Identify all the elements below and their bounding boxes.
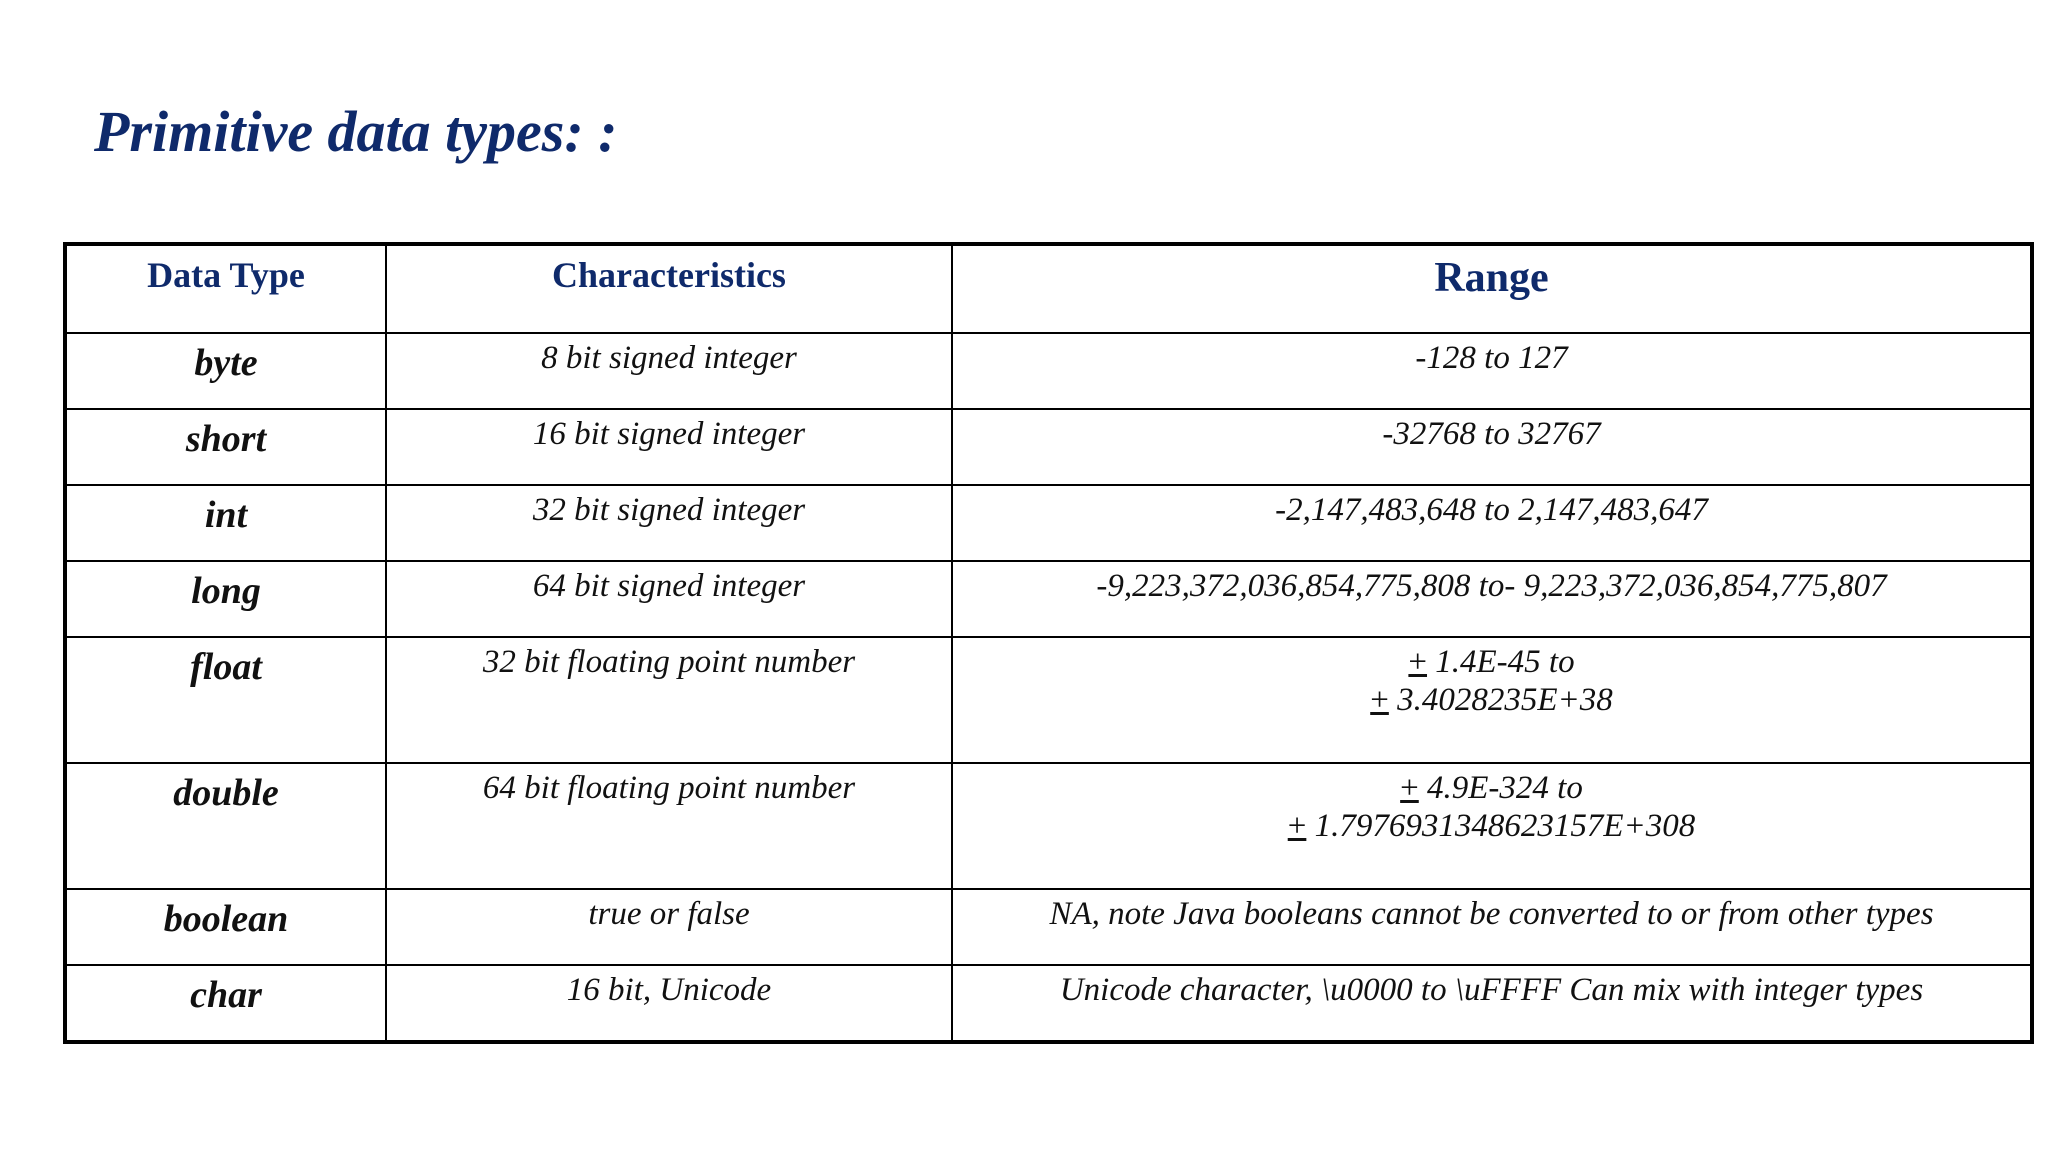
header-characteristics: Characteristics <box>386 244 952 333</box>
type-range: -128 to 127 <box>952 333 2032 409</box>
type-range <box>952 763 2032 889</box>
table-row-byte <box>65 333 2032 409</box>
type-name: boolean <box>65 889 386 965</box>
table-row-short <box>65 409 2032 485</box>
type-range: Unicode character, \u0000 to \uFFFF Can mix with integer types <box>952 965 2032 1042</box>
plus-minus-sign: + <box>1370 681 1389 718</box>
type-name: byte <box>65 333 386 409</box>
table-row-double <box>65 763 2032 889</box>
range-line-1: 4.9E-324 to <box>1427 770 1583 806</box>
type-characteristics: 64 bit floating point number <box>386 763 952 889</box>
type-characteristics: 64 bit signed integer <box>386 561 952 637</box>
table-row-int <box>65 485 2032 561</box>
table-row-long <box>65 561 2032 637</box>
type-range: -2,147,483,648 to 2,147,483,647 <box>952 485 2032 561</box>
type-range: NA, note Java booleans cannot be converted to or from other types <box>952 889 2032 965</box>
plus-minus-sign: + <box>1400 770 1419 806</box>
plus-minus-sign: + <box>1408 644 1428 680</box>
type-characteristics: 16 bit, Unicode <box>386 965 952 1042</box>
header-data-type: Data Type <box>65 244 386 333</box>
type-range: -32768 to 32767 <box>952 409 2032 485</box>
type-characteristics: 32 bit signed integer <box>386 485 952 561</box>
type-name: short <box>65 409 386 485</box>
header-range: Range <box>952 244 2032 333</box>
page-title: Primitive data types: : <box>94 99 618 164</box>
type-name: int <box>65 485 386 561</box>
table-row-char <box>65 965 2032 1042</box>
type-characteristics: 16 bit signed integer <box>386 409 952 485</box>
type-name: long <box>65 561 386 637</box>
type-characteristics: true or false <box>386 889 952 965</box>
table-row-boolean <box>65 889 2032 965</box>
type-range: -9,223,372,036,854,775,808 to- 9,223,372,036,854,775,807 <box>952 561 2032 637</box>
range-line-2: 1.7976931348623157E+308 <box>1314 807 1696 844</box>
type-characteristics: 32 bit floating point number <box>386 637 952 763</box>
type-range <box>952 637 2032 763</box>
range-line-2: 3.4028235E+38 <box>1397 681 1613 718</box>
data-types-table <box>63 242 2034 1044</box>
type-name: float <box>65 637 386 763</box>
type-name: double <box>65 763 386 889</box>
table-row-float <box>65 637 2032 763</box>
type-characteristics: 8 bit signed integer <box>386 333 952 409</box>
range-line-1: 1.4E-45 to <box>1435 644 1575 680</box>
type-name: char <box>65 965 386 1042</box>
plus-minus-sign: + <box>1287 807 1307 844</box>
table-header-row <box>65 244 2032 333</box>
